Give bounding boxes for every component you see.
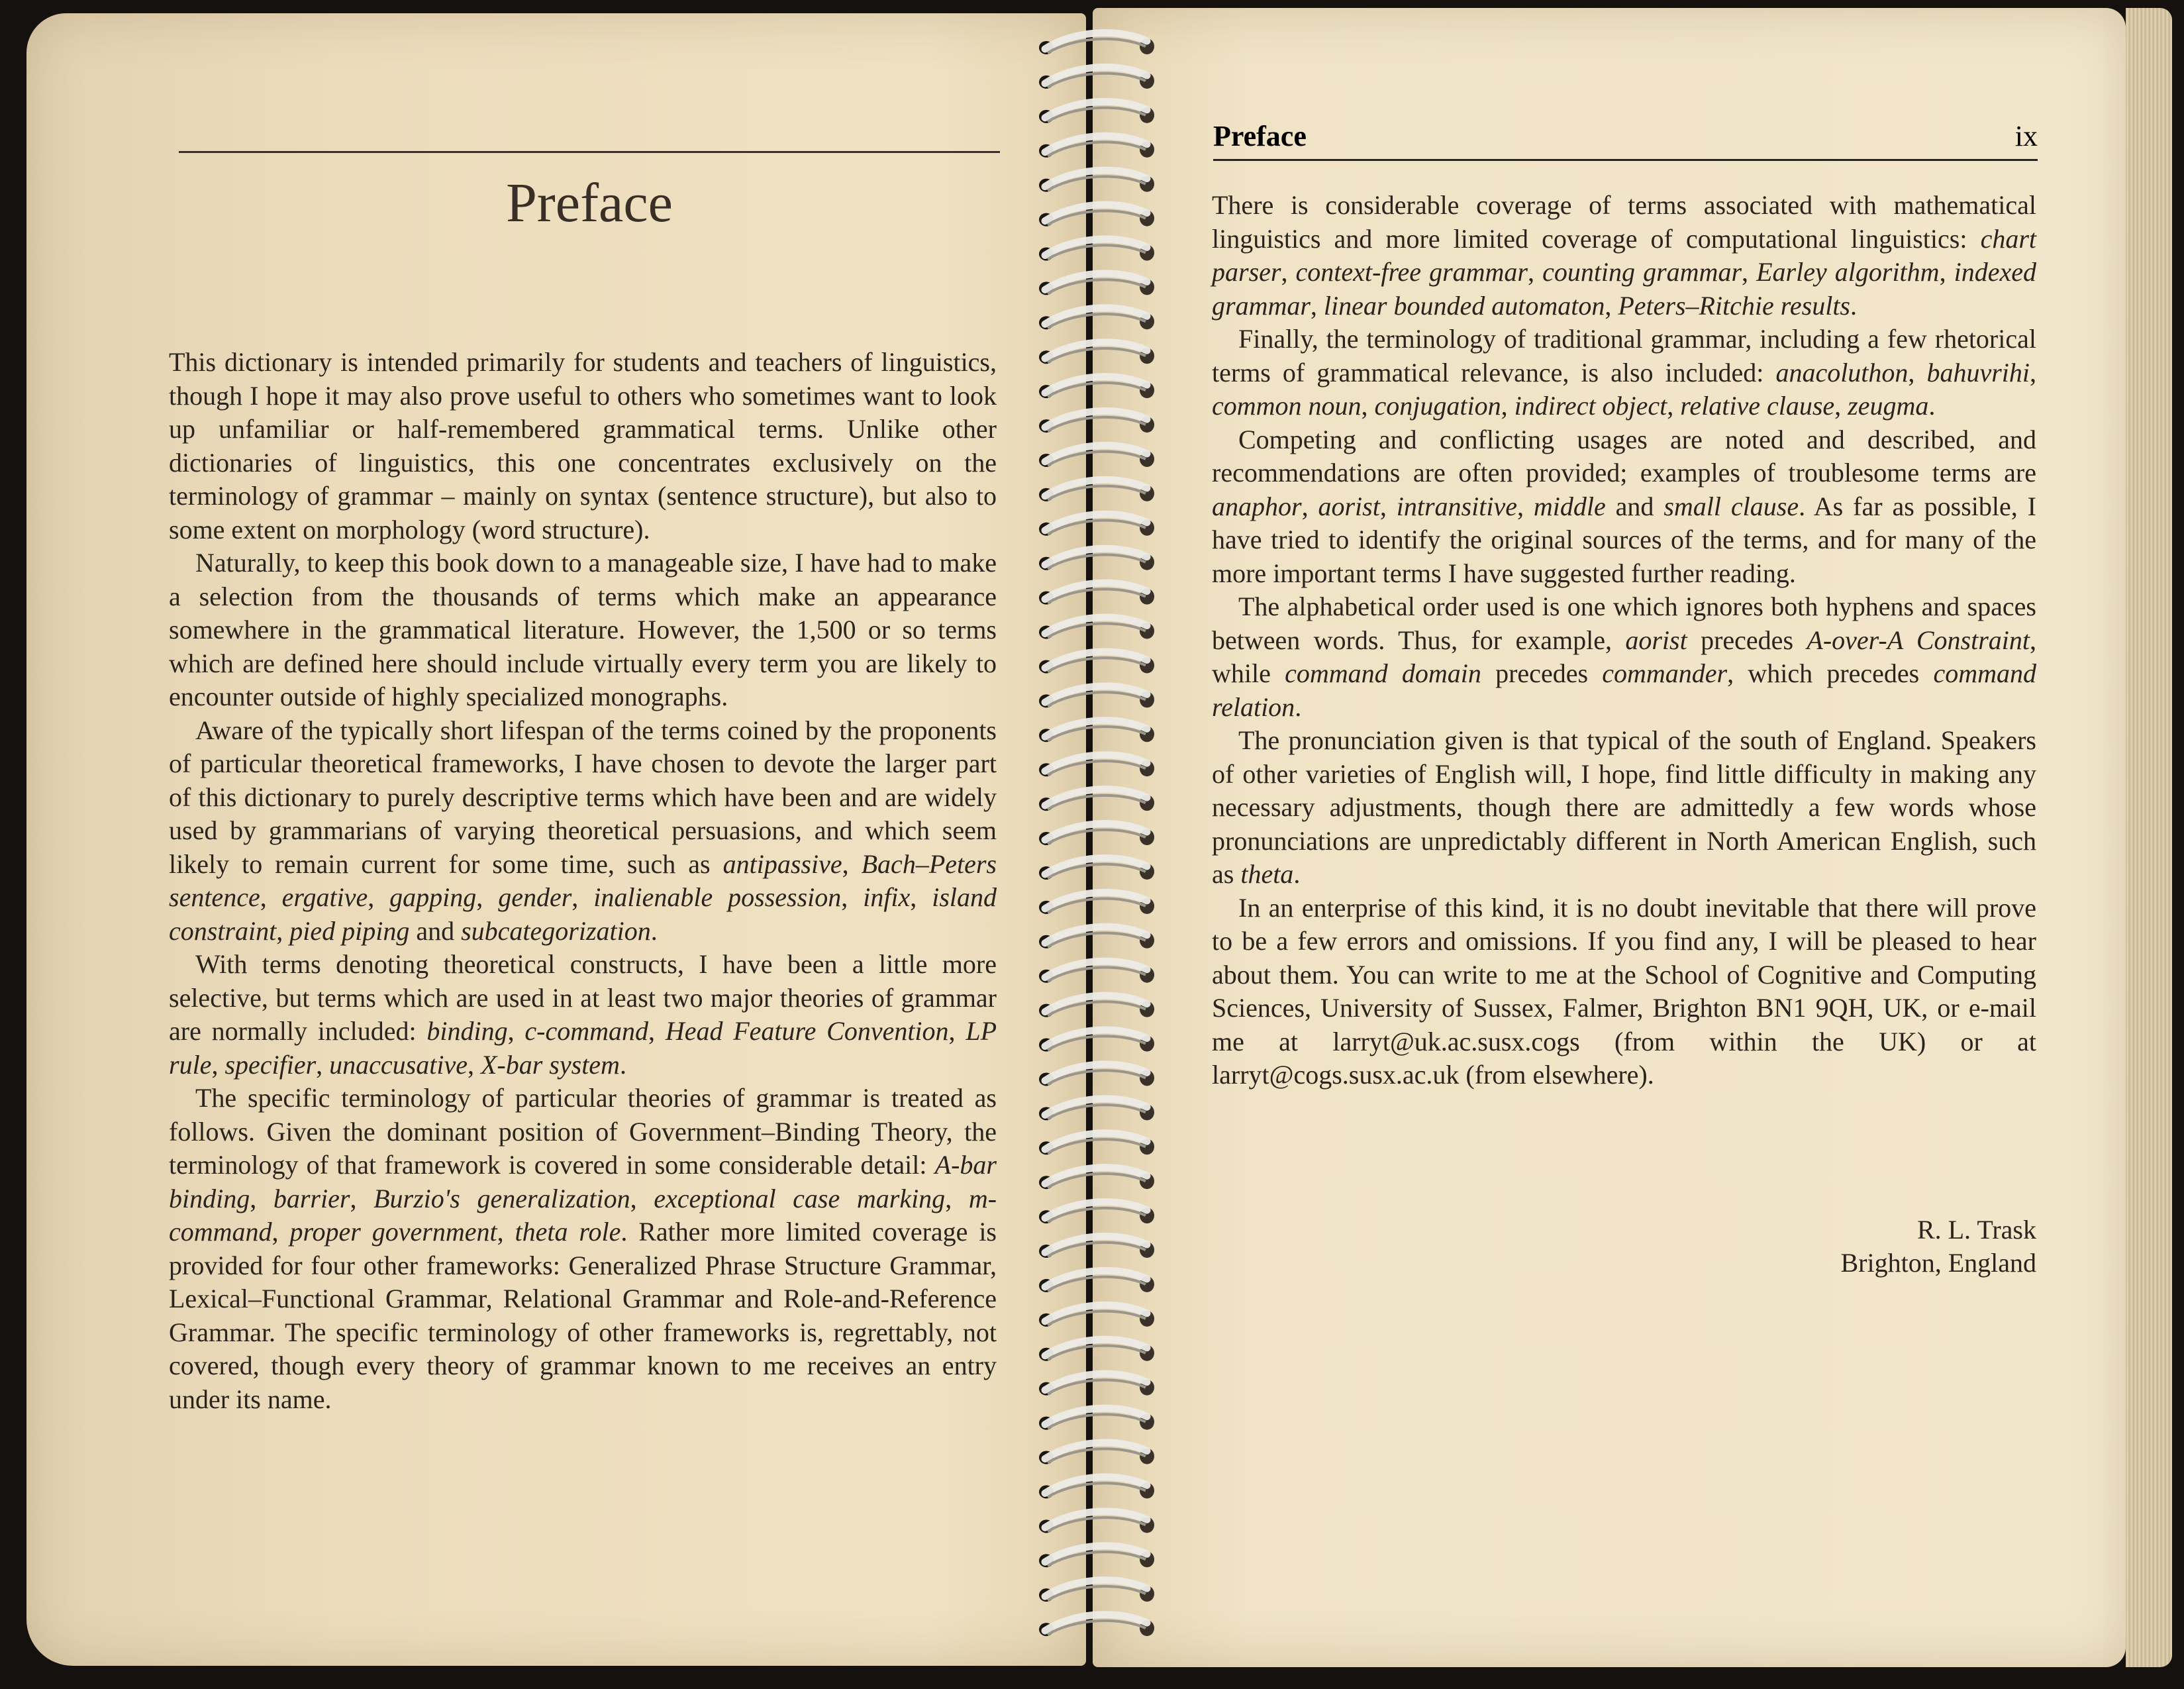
coil-loop xyxy=(1039,1168,1154,1190)
text-run: , xyxy=(272,1217,290,1247)
text-run: , xyxy=(350,1183,374,1213)
text-run: , xyxy=(1742,257,1757,287)
text-run: precedes xyxy=(1687,625,1807,655)
coil-loop xyxy=(1039,824,1154,846)
italic-term: m-command xyxy=(169,1183,997,1247)
signature xyxy=(1722,1213,2036,1280)
italic-term: counting grammar xyxy=(1542,257,1742,287)
text-run: , xyxy=(945,1183,969,1213)
text-run: , xyxy=(1908,357,1927,387)
text-run: , xyxy=(260,882,282,912)
italic-term: anacoluthon xyxy=(1775,357,1909,387)
italic-term: command relation xyxy=(1212,658,2036,722)
coil-loop xyxy=(1039,652,1154,674)
text-run: In an enterprise of this kind, it is no doubt inevitable that there will prove to be a few errors and omissions. If you find any, I will be pleased to hear about them. You can write to me at the School of Cognitive and Computing Sciences, University of Sussex, Falmer, Brighton BN1 9QH, UK, or e-mail me at larryt@uk.ac.susx.cogs (from within the UK) or at larryt@cogs.susx.ac.uk (from elsewhere). xyxy=(1212,892,2036,1090)
italic-term: commander xyxy=(1602,658,1728,688)
coil-loop xyxy=(1039,33,1154,55)
italic-term: aorist xyxy=(1625,625,1687,655)
italic-term: unaccusative xyxy=(329,1049,468,1080)
page-edges xyxy=(2126,8,2172,1667)
text-run: Finally, the terminology of traditional grammar, including a few rhetorical terms of grammatical relevance, is also included: xyxy=(1212,324,2036,387)
text-run: , xyxy=(842,848,862,879)
italic-term: inalienable possession xyxy=(593,882,842,912)
running-header-title: Preface xyxy=(1213,120,1307,152)
page-number: ix xyxy=(2014,120,2038,152)
italic-term: anaphor xyxy=(1212,491,1302,521)
text-run: , xyxy=(1310,290,1324,321)
left-text-column xyxy=(169,346,997,1416)
text-run: The pronunciation given is that typical of the south of England. Speakers of other varieties of English will, I hope, find little difficulty in making any necessary adjustments, though there are admittedly a few words whose pronunciations are unpredictably different in North American English, such as xyxy=(1212,725,2036,889)
italic-term: ergative xyxy=(281,882,368,912)
italic-term: antipassive xyxy=(722,848,842,879)
coil-loop xyxy=(1039,308,1154,330)
italic-term: gapping xyxy=(389,882,477,912)
paragraph xyxy=(1212,323,2036,423)
coil-loop xyxy=(1039,961,1154,983)
italic-term: infix xyxy=(863,882,911,912)
coil-loop xyxy=(1039,1064,1154,1086)
italic-term: common noun xyxy=(1212,391,1362,421)
coil-loop xyxy=(1039,514,1154,536)
italic-term: command domain xyxy=(1285,658,1481,688)
italic-term: exceptional case marking xyxy=(654,1183,946,1213)
italic-term: island constraint xyxy=(169,882,997,946)
paragraph xyxy=(1212,423,2036,591)
paragraph xyxy=(169,714,997,948)
italic-term: relative clause xyxy=(1680,391,1835,421)
running-header xyxy=(1213,119,2038,161)
italic-term: context-free grammar xyxy=(1295,257,1528,287)
coil-loop xyxy=(1039,274,1154,295)
text-run: . xyxy=(1295,691,1302,722)
italic-term: c-command xyxy=(524,1016,649,1046)
signature-place: Brighton, England xyxy=(1840,1248,2036,1278)
text-run: , xyxy=(948,1016,966,1046)
coil-loop xyxy=(1039,1030,1154,1052)
text-run: Competing and conflicting usages are noted and described, and recommendations are often provided; examples of troublesome terms are xyxy=(1212,424,2036,487)
spiral-binding xyxy=(1033,20,1166,1669)
italic-term: small clause xyxy=(1663,491,1799,521)
signature-name: R. L. Trask xyxy=(1916,1215,2036,1245)
italic-term: Peters–Ritchie results xyxy=(1618,290,1850,321)
italic-term: Head Feature Convention xyxy=(665,1016,949,1046)
coil-loop xyxy=(1039,1546,1154,1568)
text-run: , while xyxy=(1212,625,2036,688)
text-run: This dictionary is intended primarily for students and teachers of linguistics, though I hope it may also prove useful to others who sometimes want to look up unfamiliar or half-remembered grammatical terms. Unlike other dictionaries of linguistics, this one concentrates exclusively on the terminology of grammar – mainly on syntax (sentence structure), but also to some extent on morphology (word structure). xyxy=(169,347,997,544)
italic-term: linear bounded automaton xyxy=(1323,290,1605,321)
italic-term: LP rule xyxy=(169,1016,997,1080)
italic-term: binding xyxy=(426,1016,508,1046)
paragraph xyxy=(169,546,997,714)
italic-term: subcategorization xyxy=(461,915,651,946)
italic-term: Burzio's generalization xyxy=(373,1183,630,1213)
italic-term: indirect object xyxy=(1514,391,1667,421)
text-run: . xyxy=(1850,290,1857,321)
text-run: , xyxy=(316,1049,330,1080)
coil-loop xyxy=(1039,1305,1154,1327)
italic-term: chart parser xyxy=(1212,223,2036,287)
coil-loop xyxy=(1039,858,1154,880)
italic-term: intransitive xyxy=(1396,491,1517,521)
italic-term: A-bar binding xyxy=(169,1150,997,1213)
coil-loop xyxy=(1039,1615,1154,1637)
text-run: , xyxy=(1281,257,1296,287)
italic-term: bahuvrihi xyxy=(1926,357,2030,387)
italic-term: pied piping xyxy=(289,915,410,946)
coil-loop xyxy=(1039,1477,1154,1499)
text-run: , xyxy=(630,1183,654,1213)
text-run: , xyxy=(571,882,594,912)
text-run: Naturally, to keep this book down to a manageable size, I have had to make a selection from the thousands of terms which make an appearance somewhere in the grammatical literature. However, the 1,500 or so terms which are defined here should include virtually every term you are likely to encounter outside of highly specialized monographs. xyxy=(169,548,997,711)
coil-loop xyxy=(1039,101,1154,123)
italic-term: theta role xyxy=(515,1217,621,1247)
text-run: , xyxy=(1301,491,1318,521)
italic-term: proper government xyxy=(289,1217,497,1247)
italic-term: barrier xyxy=(273,1183,350,1213)
text-run: , xyxy=(1379,491,1397,521)
coil-loop xyxy=(1039,377,1154,399)
coil-loop xyxy=(1039,67,1154,88)
coil-loop xyxy=(1039,205,1154,227)
coil-loop xyxy=(1039,1237,1154,1258)
text-run: , xyxy=(841,882,864,912)
text-run: There is considerable coverage of terms associated with mathematical linguistics and more limited coverage of computational linguistics: xyxy=(1212,190,2036,254)
text-run: , xyxy=(211,1049,225,1080)
text-run: , xyxy=(1605,290,1618,321)
coil-loop xyxy=(1039,1339,1154,1361)
italic-term: specifier xyxy=(224,1049,317,1080)
coil-loop xyxy=(1039,1408,1154,1430)
text-run: , xyxy=(2030,357,2036,387)
paragraph xyxy=(1212,724,2036,892)
text-run: , xyxy=(497,1217,515,1247)
italic-term: gender xyxy=(498,882,572,912)
coil-loop xyxy=(1039,445,1154,467)
coil-loop xyxy=(1039,136,1154,158)
text-run: Aware of the typically short lifespan of the terms coined by the proponents of particular theoretical frameworks, I have chosen to devote the larger part of this dictionary to purely descriptive terms which have been and are widely used by grammarians of varying theoretical persuasions, and which seem likely to remain current for some time, such as xyxy=(169,715,997,879)
text-run: , xyxy=(1501,391,1514,421)
italic-term: A-over-A Constraint xyxy=(1807,625,2030,655)
text-run: , xyxy=(1361,391,1375,421)
coil-loop xyxy=(1039,411,1154,433)
paragraph xyxy=(1212,189,2036,323)
coil-loop xyxy=(1039,892,1154,914)
coil-loop xyxy=(1039,1511,1154,1533)
coil-loop xyxy=(1039,239,1154,261)
text-run: , xyxy=(1528,257,1543,287)
italic-term: X-bar system xyxy=(480,1049,620,1080)
coil-loop xyxy=(1039,548,1154,570)
text-run: . xyxy=(1293,859,1301,889)
coil-loop xyxy=(1039,927,1154,948)
text-run: , xyxy=(648,1016,666,1046)
text-run: and xyxy=(409,915,462,946)
text-run: . As far as possible, I have tried to identify the original sources of the terms, and for many of the more important terms I have suggested further reading. xyxy=(1212,491,2036,588)
italic-term: aorist xyxy=(1318,491,1380,521)
paragraph xyxy=(1212,590,2036,724)
italic-term: middle xyxy=(1533,491,1606,521)
italic-term: conjugation xyxy=(1374,391,1501,421)
text-run: , xyxy=(910,882,932,912)
coil-loop xyxy=(1039,1270,1154,1292)
italic-term: theta xyxy=(1240,859,1294,889)
text-run: , xyxy=(276,915,290,946)
text-run: , xyxy=(250,1183,273,1213)
text-run: , xyxy=(1834,391,1848,421)
text-run: , xyxy=(1939,257,1954,287)
paragraph xyxy=(169,1082,997,1416)
text-run: With terms denoting theoretical constructs, I have been a little more selective, but terms which are used in at least two major theories of grammar are normally included: xyxy=(169,949,997,1046)
text-run: precedes xyxy=(1481,658,1603,688)
coil-loop xyxy=(1039,480,1154,501)
text-run: , xyxy=(476,882,499,912)
text-run: . xyxy=(650,915,658,946)
text-run: The specific terminology of particular theories of grammar is treated as follows. Given the dominant position of Government–Binding Theory, the terminology of that framework is covered in some considerable detail: xyxy=(169,1083,997,1180)
text-run: , xyxy=(368,882,390,912)
coil-loop xyxy=(1039,755,1154,777)
text-run: . Rather more limited coverage is provided for four other frameworks: Generalized Phrase Structure Grammar, Lexical–Functional Grammar, Relational Grammar and Role-and-Reference Grammar. The specific terminology of other frameworks is, regrettably, not covered, though every theory of grammar known to me receives an entry under its name. xyxy=(169,1217,997,1414)
text-run: . xyxy=(1928,391,1936,421)
coil-loop xyxy=(1039,1133,1154,1155)
paragraph xyxy=(169,948,997,1082)
text-run: and xyxy=(1605,491,1664,521)
coil-loop xyxy=(1039,617,1154,639)
coil-loop xyxy=(1039,1202,1154,1224)
page-title: Preface xyxy=(506,172,673,234)
paragraph xyxy=(1212,892,2036,1092)
right-text-column xyxy=(1212,189,2036,1092)
coil-loop xyxy=(1039,721,1154,742)
coil-loop xyxy=(1039,342,1154,364)
text-run: , which precedes xyxy=(1727,658,1934,688)
coil-loop xyxy=(1039,1374,1154,1396)
coil-loop xyxy=(1039,790,1154,811)
paragraph xyxy=(169,346,997,546)
title-rule xyxy=(179,151,1000,153)
text-run: . xyxy=(619,1049,626,1080)
italic-term: Earley algorithm xyxy=(1756,257,1940,287)
text-run: , xyxy=(467,1049,481,1080)
coil-loop xyxy=(1039,1580,1154,1602)
coil-loop xyxy=(1039,170,1154,192)
text-run: , xyxy=(1516,491,1534,521)
text-run: , xyxy=(1667,391,1681,421)
italic-term: indexed grammar xyxy=(1212,257,2036,321)
text-run: , xyxy=(507,1016,525,1046)
coil-loop xyxy=(1039,996,1154,1017)
coil-loop xyxy=(1039,1099,1154,1121)
italic-term: zeugma xyxy=(1848,391,1929,421)
coil-loop xyxy=(1039,1443,1154,1464)
italic-term: Bach–Peters sentence xyxy=(169,848,997,912)
coil-loop xyxy=(1039,583,1154,605)
coil-loop xyxy=(1039,686,1154,707)
text-run: The alphabetical order used is one which ignores both hyphens and spaces between words. Thus, for example, xyxy=(1212,591,2036,655)
